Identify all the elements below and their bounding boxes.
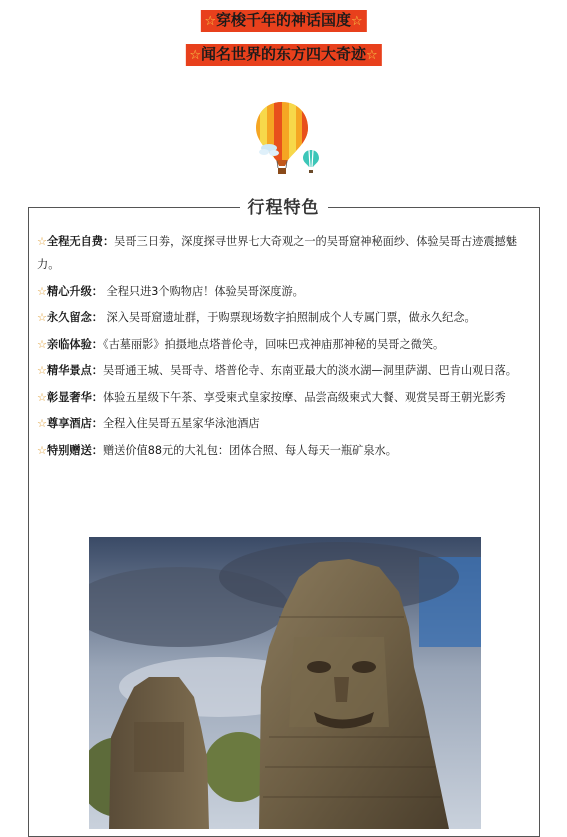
star-icon: ☆ bbox=[204, 14, 216, 29]
item-text: 吴哥三日劵，深度探寻世界七大奇观之一的吴哥窟神秘面纱、体验吴哥古迹震撼魅力。 bbox=[37, 235, 517, 271]
star-icon: ☆ bbox=[37, 443, 48, 457]
star-icon: ☆ bbox=[189, 48, 201, 63]
item-text: 深入吴哥窟遗址群，于购票现场数字拍照制成个人专属门票，做永久纪念。 bbox=[102, 311, 476, 324]
item-label: 彰显奢华： bbox=[47, 390, 103, 404]
star-icon: ☆ bbox=[351, 14, 363, 29]
item-text: 吴哥通王城、吴哥寺、塔普伦寺、东南亚最大的淡水湖—洞里萨湖、巴肯山观日落。 bbox=[102, 364, 517, 377]
item-label: 精华景点： bbox=[47, 364, 103, 377]
title-banner-1 bbox=[200, 10, 366, 32]
star-icon: ☆ bbox=[37, 390, 48, 404]
temple-image bbox=[89, 537, 481, 829]
star-icon: ☆ bbox=[37, 337, 48, 351]
item-text: 全程入住吴哥五星家华泳池酒店 bbox=[102, 417, 260, 430]
item-label: 亲临体验： bbox=[47, 337, 103, 351]
item-label: 尊享酒店： bbox=[47, 417, 103, 430]
hot-air-balloon-illustration bbox=[252, 98, 324, 178]
item-text: 赠送价值88元的大礼包：团体合照、每人每天一瓶矿泉水。 bbox=[102, 443, 397, 457]
item-text: 体验五星级下午茶、享受柬式皇家按摩、品尝高级柬式大餐、观赏吴哥王朝光影秀 bbox=[102, 390, 506, 404]
feature-list bbox=[37, 230, 535, 465]
item-label: 精心升级： bbox=[47, 284, 103, 298]
list-item bbox=[37, 359, 535, 382]
section-title: 行程特色 bbox=[240, 197, 328, 219]
item-label: 特别赠送： bbox=[47, 443, 103, 457]
list-item bbox=[37, 439, 535, 462]
hot-air-balloon-small-icon bbox=[303, 150, 319, 173]
item-label: 全程无自费： bbox=[47, 235, 115, 248]
star-icon: ☆ bbox=[37, 235, 48, 248]
star-icon: ☆ bbox=[366, 48, 378, 63]
list-item bbox=[37, 333, 535, 356]
list-item bbox=[37, 386, 535, 409]
list-item bbox=[37, 280, 535, 303]
hot-air-balloon-icon bbox=[252, 98, 324, 178]
star-icon: ☆ bbox=[37, 364, 48, 377]
bayon-temple-photo bbox=[89, 537, 481, 829]
title-line-2: 闻名世界的东方四大奇迹 bbox=[200, 45, 367, 63]
item-text: 全程只进3个购物店！体验吴哥深度游。 bbox=[102, 284, 304, 298]
list-item bbox=[37, 306, 535, 329]
item-label: 永久留念： bbox=[47, 311, 103, 324]
star-icon: ☆ bbox=[37, 284, 48, 298]
star-icon: ☆ bbox=[37, 311, 48, 324]
list-item bbox=[37, 412, 535, 435]
item-text: 《古墓丽影》拍摄地点塔普伦寺，回味巴戎神庙那神秘的吴哥之微笑。 bbox=[102, 337, 445, 351]
title-banner-2 bbox=[185, 44, 381, 66]
list-item bbox=[37, 230, 535, 276]
star-icon: ☆ bbox=[37, 417, 48, 430]
title-line-1: 穿梭千年的神话国度 bbox=[215, 11, 352, 29]
